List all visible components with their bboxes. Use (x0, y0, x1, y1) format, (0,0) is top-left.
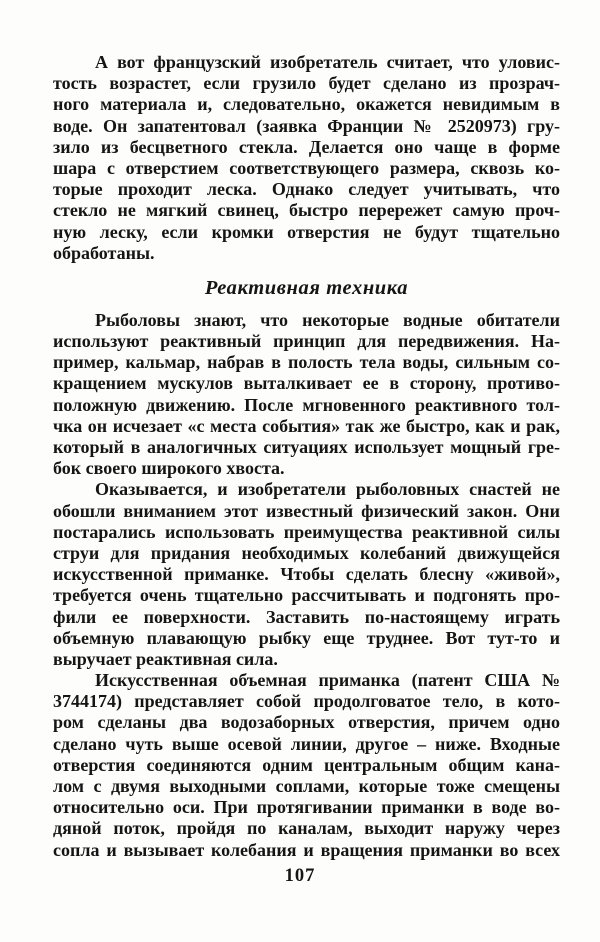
text-line: бок своего широкого хвоста. (53, 458, 285, 479)
text-line: шара с отверстием соответствующего размера, сквозь ко- (53, 157, 560, 178)
text-line: 3744174) представляет собой продолговатое тело, в кото- (53, 691, 560, 712)
paragraph (53, 52, 560, 264)
page-number: 107 (284, 866, 316, 886)
text-line: относительно оси. При протягивании приманки в воде во- (53, 797, 560, 818)
text-line: ного материала и, следовательно, окажется невидимым в (53, 94, 560, 115)
text-line: обошли вниманием этот известный физический закон. Они (53, 500, 560, 521)
text-line: сделано чуть выше осевой линии, другое – ниже. Входные (53, 733, 560, 754)
text-line: ром сделаны два водозаборных отверстия, причем одно (53, 712, 560, 733)
text-line: выручает реактивная сила. (53, 648, 278, 669)
text-line: А вот французский изобретатель считает, что уловис- (95, 52, 560, 72)
text-line: который в аналогичных ситуациях использует мощный гре- (53, 437, 560, 457)
text-line: используют реактивный принцип для передвижения. На- (53, 331, 560, 352)
text-line: струи для придания необходимых колебаний движущейся (53, 542, 560, 563)
paragraph (53, 670, 560, 861)
text-line: воде. Он запатентовал (заявка Франции № 2520973) гру- (53, 115, 560, 136)
text-line: постарались использовать преимущества реактивной силы (53, 521, 560, 542)
text-line: дяной поток, пройдя по каналам, выходит наружу через (53, 818, 560, 839)
text-line: требуется очень тщательно рассчитывать и подгонять про- (53, 585, 560, 606)
text-line: положную движению. После мгновенного реактивного тол- (53, 394, 560, 415)
text-line: искусственной приманке. Чтобы сделать блесну «живой», (53, 564, 560, 585)
paragraph (53, 479, 560, 670)
text-line: кращением мускулов выталкивает ее в сторону, противо- (53, 373, 560, 394)
paragraph (53, 310, 560, 480)
page-text (53, 52, 560, 861)
text-line: обработаны. (53, 242, 155, 263)
text-line: объемную плавающую рыбку еще труднее. Вот тут-то и (53, 627, 560, 648)
text-line: Оказывается, и изобретатели рыболовных снастей не (95, 479, 560, 500)
text-line: торые проходит леска. Однако следует учитывать, что (53, 179, 560, 200)
text-line: стекло не мягкий свинец, быстро перережет самую проч- (53, 200, 560, 221)
text-line: чка он исчезает «с места события» так же быстро, как и рак, (53, 415, 560, 436)
text-line: сопла и вызывает колебания и вращения приманки во всех (53, 839, 560, 860)
text-line: Рыболовы знают, что некоторые водные обитатели (95, 309, 560, 330)
text-line: отверстия соединяются одним центральным общим кана- (53, 754, 560, 775)
text-line: ную леску, если кромки отверстия не будут тщательно (53, 221, 560, 242)
text-line: пример, кальмар, набрав в полость тела воды, сильным со- (53, 352, 560, 373)
text-line: лом с двумя выходными соплами, которые тоже смещены (53, 776, 560, 796)
text-line: тость возрастет, если грузило будет сделано из прозрач- (53, 73, 560, 94)
text-line: фили ее поверхности. Заставить по-настоящему играть (53, 606, 560, 627)
section-heading: Реактивная техника (204, 276, 409, 299)
text-line: Искусственная объемная приманка (патент США № (95, 670, 560, 691)
text-line: зило из бесцветного стекла. Делается оно чаще в форме (53, 136, 560, 157)
